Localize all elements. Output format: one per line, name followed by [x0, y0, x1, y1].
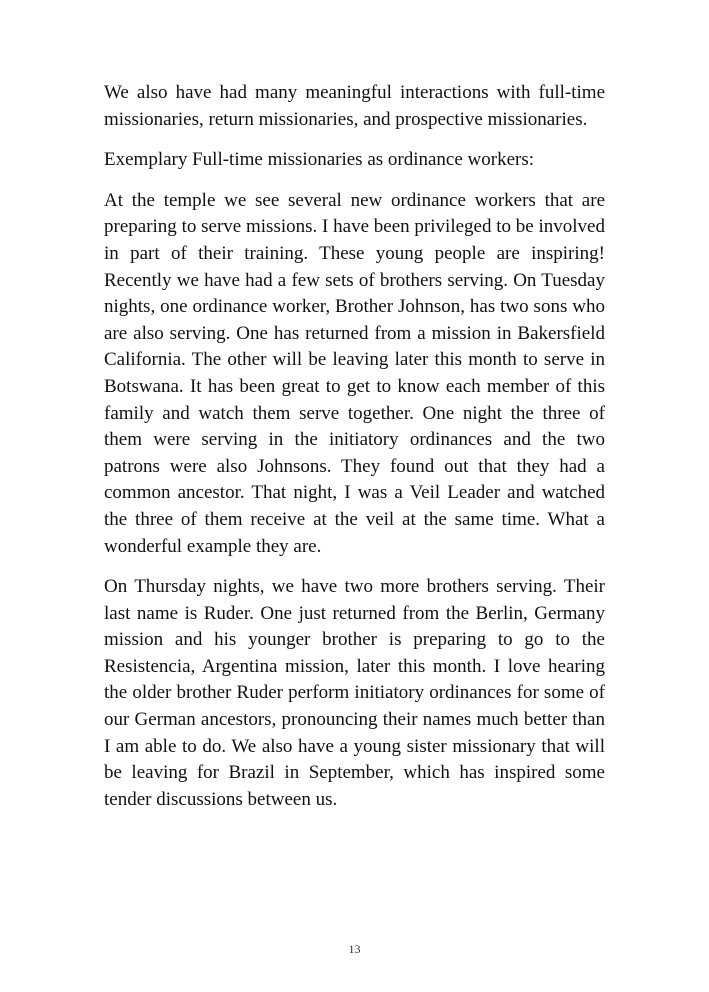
paragraph-tuesday: At the temple we see several new ordinance workers that are preparing to serve missions. I have been privileged to be involved in part of their training. These young people are inspiring! Recently we have had a few sets of brothers serving. On Tuesday nights, one ordinance worker, Brother Johnson, has two sons who are also serving. One has returned from a mission in Bakersfield California. The other will be leaving later this month to serve in Botswana. It has been great to get to know each member of this family and watch them serve together. One night the three of them were serving in the initiatory ordinances and the two patrons were also Johnsons. They found out that they had a common ancestor. That night, I was a Veil Leader and watched the three of them receive at the veil at the same time. What a wonderful example they are.	[104, 189, 605, 557]
paragraph-interactions: We also have had many meaningful interactions with full-time missionaries, return missionaries, and prospective missionaries.	[104, 82, 605, 130]
document-body	[104, 80, 605, 827]
paragraph-heading: Exemplary Full-time missionaries as ordinance workers:	[104, 149, 535, 171]
page-number: 13	[348, 942, 361, 956]
paragraph-thursday: On Thursday nights, we have two more brothers serving. Their last name is Ruder. One just returned from the Berlin, Germany mission and his younger brother is preparing to go to the Resistencia, Argentina mission, later this month. I love hearing the older brother Ruder perform initiatory ordinances for some of our German ancestors, pronouncing their names much better than I am able to do. We also have a young sister missionary that will be leaving for Brazil in September, which has inspired some tender discussions between us.	[104, 576, 605, 810]
